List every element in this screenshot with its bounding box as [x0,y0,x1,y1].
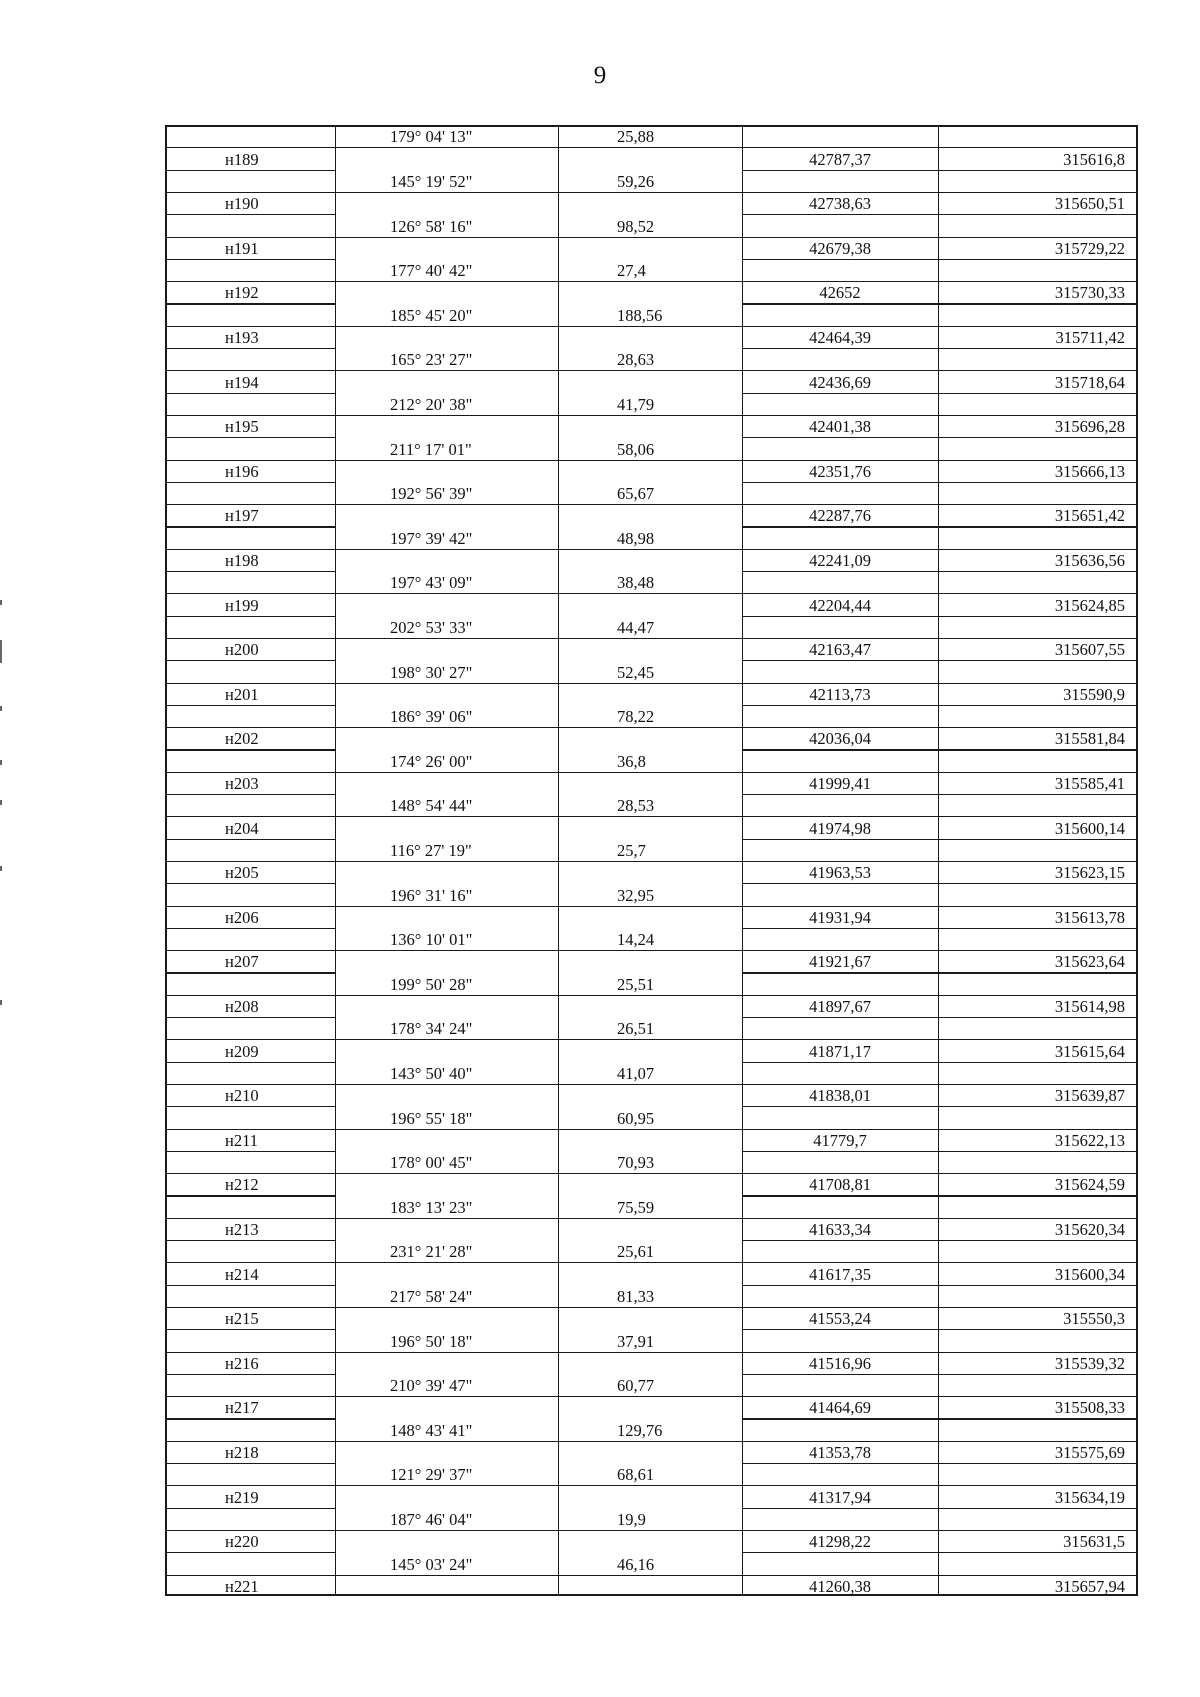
segment-angle: 187° 46' 04" [390,1509,473,1529]
point-x-coordinate: 41963,53 [809,863,871,883]
row-border [742,393,1136,394]
row-border [742,214,1136,215]
segment-length: 38,48 [617,573,655,593]
row-border [165,1106,335,1107]
margin-mark [0,866,2,871]
row-border [165,1285,335,1286]
segment-angle: 183° 13' 23" [390,1197,473,1217]
point-x-coordinate: 41633,34 [809,1220,871,1239]
segment-length: 188,56 [617,305,663,325]
segment-length: 36,8 [617,751,646,771]
segment-length: 60,77 [617,1376,655,1396]
segment-length: 78,22 [617,707,655,727]
point-name: н218 [225,1443,259,1462]
row-border [165,861,1138,862]
segment-angle: 185° 45' 20" [390,305,473,325]
row-border [165,1240,335,1241]
row-border [165,1418,335,1419]
row-border [742,1017,1136,1018]
margin-mark [0,800,2,805]
point-y-coordinate: 315614,98 [1054,997,1125,1016]
row-border [742,1240,1136,1241]
segment-length: 25,88 [617,127,655,147]
point-name: н207 [225,952,259,972]
point-name: н208 [225,997,259,1016]
point-y-coordinate: 315600,14 [1054,818,1125,838]
segment-angle: 199° 50' 28" [390,974,473,994]
segment-length: 70,93 [617,1153,655,1173]
segment-length: 59,26 [617,171,655,191]
row-border [165,1262,1138,1263]
row-border [165,549,1138,550]
segment-length: 25,61 [617,1242,655,1262]
point-name: н204 [225,818,259,838]
point-x-coordinate: 41838,01 [809,1086,871,1106]
point-name: н211 [225,1130,258,1150]
margin-mark [0,640,2,658]
point-name: н209 [225,1041,259,1061]
point-name: н197 [225,506,259,526]
row-border [165,1329,335,1330]
row-border [165,1441,1138,1442]
point-y-coordinate: 315631,5 [1063,1532,1125,1552]
point-x-coordinate: 41871,17 [809,1041,871,1061]
segment-length: 68,61 [617,1465,655,1485]
point-y-coordinate: 315615,64 [1054,1041,1125,1061]
row-border [742,303,1136,304]
row-border [165,303,335,304]
segment-angle: 197° 43' 09" [390,573,473,593]
segment-angle: 174° 26' 00" [390,751,473,771]
row-border [742,1463,1136,1464]
point-x-coordinate: 41974,98 [809,818,871,838]
row-border [165,593,1138,594]
point-name: н215 [225,1309,259,1329]
segment-angle: 210° 39' 47" [390,1376,473,1396]
row-border [165,370,1138,371]
segment-length: 46,16 [617,1554,655,1574]
row-border [165,660,335,661]
row-border [165,1352,1138,1353]
segment-angle: 145° 03' 24" [390,1554,473,1574]
point-name: н193 [225,328,259,347]
point-name: н200 [225,640,259,660]
row-border [742,437,1136,438]
point-name: н220 [225,1532,259,1552]
row-border [165,749,335,750]
margin-mark [0,1000,2,1005]
segment-angle: 165° 23' 27" [390,350,473,370]
page-number: 9 [593,62,607,89]
row-border [165,1062,335,1063]
row-border [165,727,1138,728]
row-border [742,928,1136,929]
point-name: н198 [225,551,259,570]
row-border [742,1151,1136,1152]
point-y-coordinate: 315585,41 [1054,774,1125,793]
point-x-coordinate: 41317,94 [809,1487,871,1507]
segment-length: 98,52 [617,216,655,236]
point-x-coordinate: 41553,24 [809,1309,871,1329]
row-border [742,883,1136,884]
row-border [165,839,335,840]
row-border [165,1530,1138,1531]
point-x-coordinate: 41260,38 [809,1576,871,1596]
point-name: н199 [225,595,259,615]
segment-length: 48,98 [617,528,655,548]
point-y-coordinate: 315613,78 [1054,907,1125,927]
row-border [742,1418,1136,1419]
point-y-coordinate: 315666,13 [1054,461,1125,481]
point-x-coordinate: 41464,69 [809,1398,871,1418]
segment-length: 65,67 [617,484,655,504]
segment-length: 129,76 [617,1420,663,1440]
row-border [165,1218,1138,1219]
point-x-coordinate: 41617,35 [809,1264,871,1284]
segment-angle: 196° 55' 18" [390,1108,473,1128]
row-border [165,437,335,438]
segment-length: 81,33 [617,1286,655,1306]
row-border [165,928,335,929]
segment-length: 25,7 [617,840,646,860]
point-y-coordinate: 315616,8 [1063,149,1125,169]
row-border [742,571,1136,572]
point-name: н216 [225,1353,259,1373]
row-border [165,326,1138,327]
row-border [165,883,335,884]
row-border [165,460,1138,461]
segment-angle: 143° 50' 40" [390,1063,473,1083]
point-y-coordinate: 315711,42 [1055,328,1125,347]
row-border [165,526,335,527]
point-name: н194 [225,372,259,392]
point-y-coordinate: 315639,87 [1054,1086,1125,1106]
row-border [165,1017,335,1018]
row-border [165,214,335,215]
margin-mark [0,760,2,765]
segment-length: 58,06 [617,439,655,459]
segment-angle: 179° 04' 13" [390,127,473,147]
point-y-coordinate: 315600,34 [1054,1264,1125,1284]
row-border [742,1062,1136,1063]
segment-angle: 202° 53' 33" [390,617,473,637]
segment-angle: 231° 21' 28" [390,1242,473,1262]
margin-mark [0,706,2,711]
row-border [165,1151,335,1152]
point-x-coordinate: 41708,81 [809,1175,871,1195]
point-x-coordinate: 41921,67 [809,952,871,972]
row-border [165,259,335,260]
row-border [742,1195,1136,1196]
row-border [165,348,335,349]
segment-angle: 211° 17' 01" [390,439,472,459]
segment-length: 32,95 [617,885,655,905]
row-border [165,281,1138,282]
row-border [165,816,1138,817]
row-border [165,1463,335,1464]
point-x-coordinate: 41353,78 [809,1443,871,1462]
segment-angle: 148° 43' 41" [390,1420,473,1440]
point-y-coordinate: 315622,13 [1054,1130,1125,1150]
point-x-coordinate: 41931,94 [809,907,871,927]
row-border [165,995,1138,996]
segment-angle: 148° 54' 44" [390,796,473,816]
row-border [742,972,1136,973]
row-border [742,1285,1136,1286]
point-name: н190 [225,194,259,214]
point-name: н203 [225,774,259,793]
segment-angle: 212° 20' 38" [390,394,473,414]
point-x-coordinate: 42351,76 [809,461,871,481]
segment-angle: 136° 10' 01" [390,930,473,950]
point-name: н189 [225,149,259,169]
row-border [165,683,1138,684]
row-border [165,571,335,572]
row-border [165,482,335,483]
row-border [165,192,1138,193]
margin-mark [0,658,2,663]
point-name: н201 [225,684,259,704]
point-x-coordinate: 42204,44 [809,595,871,615]
row-border [165,705,335,706]
point-x-coordinate: 41516,96 [809,1353,871,1373]
point-y-coordinate: 315581,84 [1054,729,1125,749]
point-name: н212 [225,1175,259,1195]
point-x-coordinate: 42113,73 [809,684,871,704]
point-y-coordinate: 315623,15 [1054,863,1125,883]
segment-angle: 145° 19' 52" [390,171,473,191]
point-y-coordinate: 315718,64 [1054,372,1125,392]
segment-angle: 197° 39' 42" [390,528,473,548]
segment-angle: 198° 30' 27" [390,662,473,682]
row-border [742,794,1136,795]
row-border [165,393,335,394]
row-border [165,1129,1138,1130]
row-border [165,1195,335,1196]
segment-angle: 116° 27' 19" [390,840,472,860]
row-border [165,1552,335,1553]
row-border [742,616,1136,617]
point-x-coordinate: 42241,09 [809,551,871,570]
point-name: н214 [225,1264,259,1284]
row-border [165,1396,1138,1397]
row-border [165,950,1138,951]
row-border [742,839,1136,840]
row-border [742,1329,1136,1330]
row-border [742,660,1136,661]
segment-angle: 186° 39' 06" [390,707,473,727]
segment-length: 26,51 [617,1019,655,1039]
row-border [742,749,1136,750]
row-border [165,504,1138,505]
row-border [165,170,335,171]
row-border [165,415,1138,416]
row-border [165,794,335,795]
point-name: н219 [225,1487,259,1507]
row-border [742,259,1136,260]
row-border [165,1485,1138,1486]
point-x-coordinate: 42679,38 [809,238,871,258]
row-border [165,237,1138,238]
point-y-coordinate: 315623,64 [1054,952,1125,972]
point-y-coordinate: 315696,28 [1054,417,1125,437]
point-x-coordinate: 42464,39 [809,328,871,347]
row-border [742,348,1136,349]
point-y-coordinate: 315575,69 [1054,1443,1125,1462]
point-name: н206 [225,907,259,927]
point-x-coordinate: 42738,63 [809,194,871,214]
point-y-coordinate: 315624,59 [1054,1175,1125,1195]
segment-angle: 126° 58' 16" [390,216,473,236]
point-name: н195 [225,417,259,437]
point-name: н217 [225,1398,259,1418]
segment-angle: 121° 29' 37" [390,1465,473,1485]
row-border [165,1039,1138,1040]
row-border [165,616,335,617]
point-y-coordinate: 315651,42 [1054,506,1125,526]
row-border [165,1508,335,1509]
point-y-coordinate: 315729,22 [1054,238,1125,258]
point-name: н210 [225,1086,259,1106]
point-name: н213 [225,1220,259,1239]
segment-angle: 196° 50' 18" [390,1331,473,1351]
row-border [165,1173,1138,1174]
point-y-coordinate: 315650,51 [1054,194,1125,214]
row-border [165,147,1138,148]
point-y-coordinate: 315624,85 [1054,595,1125,615]
row-border [742,482,1136,483]
point-x-coordinate: 42652 [819,283,861,303]
row-border [165,972,335,973]
segment-angle: 177° 40' 42" [390,261,473,281]
point-y-coordinate: 315620,34 [1054,1220,1125,1239]
segment-length: 44,47 [617,617,655,637]
segment-length: 52,45 [617,662,655,682]
point-x-coordinate: 41999,41 [809,774,871,793]
point-x-coordinate: 42436,69 [809,372,871,392]
point-y-coordinate: 315508,33 [1054,1398,1125,1418]
point-x-coordinate: 42401,38 [809,417,871,437]
segment-angle: 217° 58' 24" [390,1286,473,1306]
point-x-coordinate: 42163,47 [809,640,871,660]
point-y-coordinate: 315550,3 [1063,1309,1125,1329]
point-x-coordinate: 41298,22 [809,1532,871,1552]
point-name: н191 [225,238,259,258]
margin-mark [0,600,2,605]
point-x-coordinate: 42287,76 [809,506,871,526]
row-border [742,1552,1136,1553]
segment-angle: 196° 31' 16" [390,885,473,905]
row-border [742,1508,1136,1509]
segment-length: 19,9 [617,1509,646,1529]
point-name: н221 [225,1576,259,1596]
row-border [165,1374,335,1375]
row-border [165,1307,1138,1308]
segment-length: 75,59 [617,1197,655,1217]
row-border [742,1374,1136,1375]
row-border [742,705,1136,706]
row-border [742,1106,1136,1107]
point-y-coordinate: 315607,55 [1054,640,1125,660]
segment-length: 14,24 [617,930,655,950]
segment-length: 41,79 [617,394,655,414]
row-border [742,170,1136,171]
segment-length: 28,63 [617,350,655,370]
segment-length: 28,53 [617,796,655,816]
point-name: н192 [225,283,259,303]
row-border [165,1575,1138,1576]
row-border [165,638,1138,639]
coordinates-table [165,125,1138,1595]
point-x-coordinate: 42787,37 [809,149,871,169]
point-y-coordinate: 315634,19 [1054,1487,1125,1507]
segment-length: 60,95 [617,1108,655,1128]
row-border [165,1084,1138,1085]
row-border [742,526,1136,527]
point-name: н205 [225,863,259,883]
point-x-coordinate: 42036,04 [809,729,871,749]
segment-length: 27,4 [617,261,646,281]
point-x-coordinate: 41779,7 [813,1130,867,1150]
point-name: н196 [225,461,259,481]
row-border [165,772,1138,773]
point-y-coordinate: 315539,32 [1054,1353,1125,1373]
point-y-coordinate: 315657,94 [1054,1576,1125,1596]
point-y-coordinate: 315730,33 [1054,283,1125,303]
segment-angle: 178° 34' 24" [390,1019,473,1039]
row-border [165,906,1138,907]
segment-angle: 192° 56' 39" [390,484,473,504]
point-x-coordinate: 41897,67 [809,997,871,1016]
segment-length: 37,91 [617,1331,655,1351]
point-name: н202 [225,729,259,749]
segment-length: 41,07 [617,1063,655,1083]
segment-length: 25,51 [617,974,655,994]
segment-angle: 178° 00' 45" [390,1153,473,1173]
point-y-coordinate: 315590,9 [1063,684,1125,704]
point-y-coordinate: 315636,56 [1054,551,1125,570]
